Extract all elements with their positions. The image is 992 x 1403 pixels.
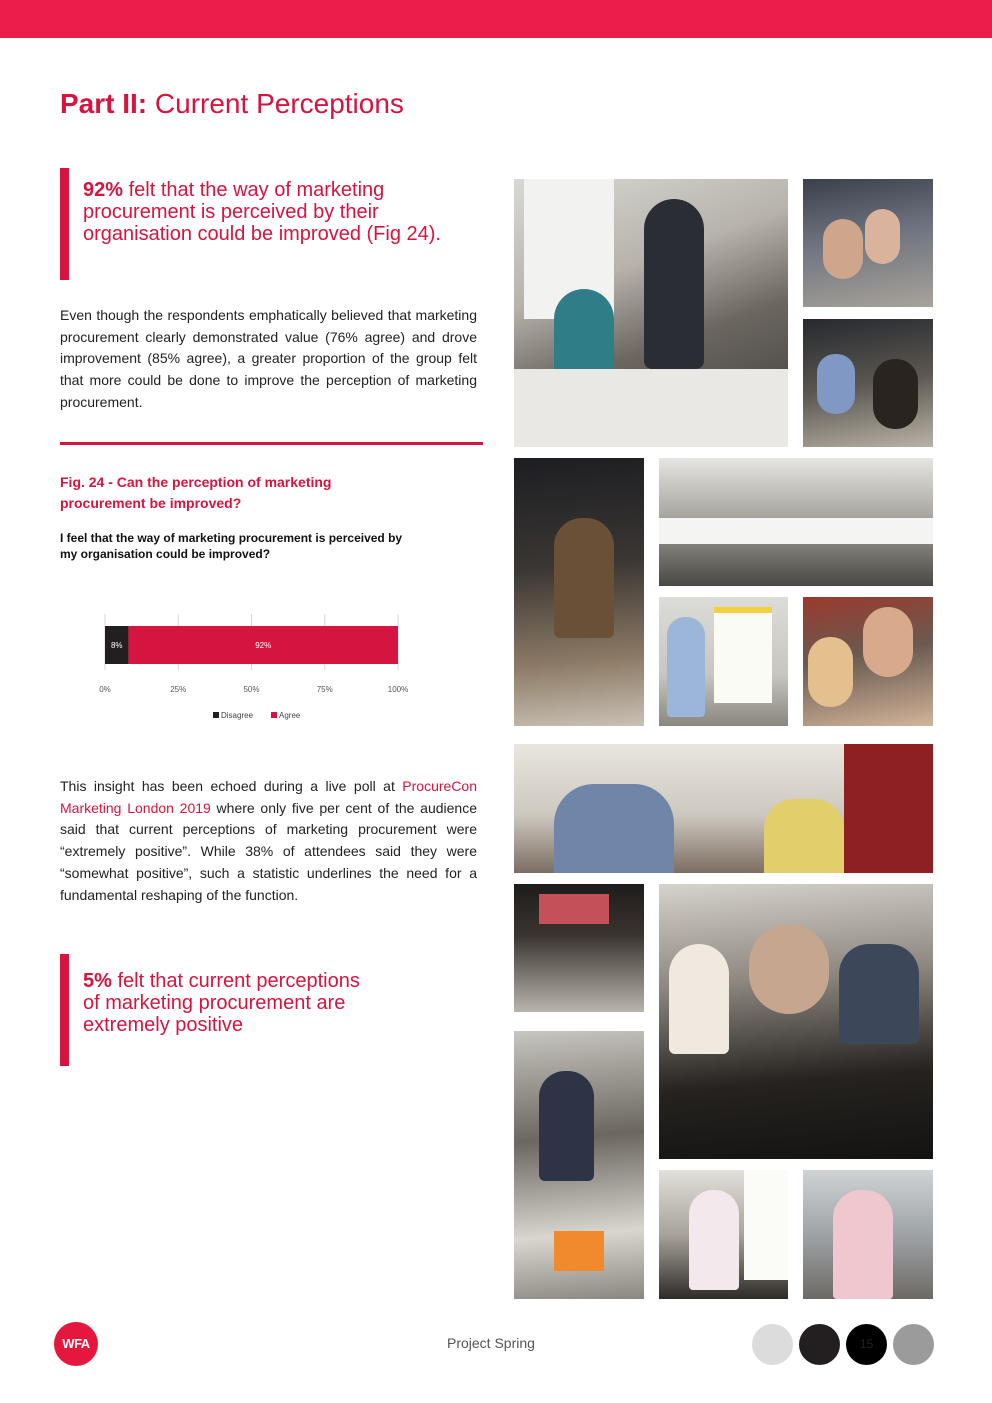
pull-quote-5 [60, 954, 360, 1066]
data-label: 8% [110, 641, 123, 650]
quote-highlight: 92% [83, 179, 124, 201]
pull-quote-92 [60, 168, 460, 280]
x-tick-label: 75% [316, 685, 333, 694]
x-tick-label: 25% [170, 685, 187, 694]
legend-swatch [271, 712, 277, 718]
page-number: 15 [846, 1324, 887, 1365]
figure-title: Fig. 24 - Can the perception of marketing procurement be improved? [60, 474, 332, 511]
footer-title: Project Spring [447, 1335, 535, 1351]
quote-highlight: 5% [83, 970, 112, 992]
event-photo [514, 744, 933, 873]
x-tick-label: 0% [99, 685, 111, 694]
quote-text: felt that current perceptions of marketing procurement are extremely positive [83, 970, 360, 1036]
event-photo [803, 319, 933, 447]
event-photo [803, 179, 933, 307]
legend-label: Disagree [221, 711, 254, 720]
legend-swatch [213, 712, 219, 718]
page-title [60, 88, 404, 120]
event-photo [514, 179, 788, 447]
title-text: Current Perceptions [147, 88, 404, 119]
procurecon-link[interactable]: ProcureCon Marketing London 2019 [60, 778, 477, 816]
body-paragraph-2 [60, 776, 477, 906]
event-photo [514, 458, 644, 726]
event-photo [659, 458, 933, 586]
survey-question: I feel that the way of marketing procurement is perceived by my organisation could be improved? [60, 531, 403, 561]
event-photo [514, 884, 644, 1012]
decorative-dot [893, 1324, 934, 1365]
x-tick-label: 50% [243, 685, 260, 694]
event-photo [659, 884, 933, 1159]
stacked-bar-chart [80, 600, 440, 730]
decorative-dot [752, 1324, 793, 1365]
event-photo [803, 1170, 933, 1299]
data-label: 92% [255, 641, 272, 650]
legend-label: Agree [279, 711, 301, 720]
body-paragraph-1: Even though the respondents emphatically believed that marketing procurement clearly demonstrated value (76% agree) and drove improvement (85% agree), a greater proportion of the group felt that more could be done to improve the perception of marketing procurement. [60, 307, 477, 410]
event-photo [659, 1170, 788, 1299]
title-part: Part II: [60, 88, 148, 119]
paragraph-text: where only five per cent of the audience said that current perceptions of marketing procurement were “extremely positive”. While 38% of attendees said they were “somewhat positive”, such a statistic underlines the need for a fundamental reshaping of the function. [60, 799, 477, 903]
wfa-logo: WFA [54, 1322, 98, 1366]
top-accent-bar [0, 0, 992, 38]
event-photo [514, 1031, 644, 1299]
decorative-dot [799, 1324, 840, 1365]
section-divider [60, 442, 483, 445]
x-tick-label: 100% [387, 685, 409, 694]
event-photo [659, 597, 788, 726]
event-photo [803, 597, 933, 726]
quote-text: felt that the way of marketing procurement is perceived by their organisation could be improved (Fig 24). [83, 179, 441, 245]
paragraph-text: This insight has been echoed during a live poll at [60, 778, 403, 794]
